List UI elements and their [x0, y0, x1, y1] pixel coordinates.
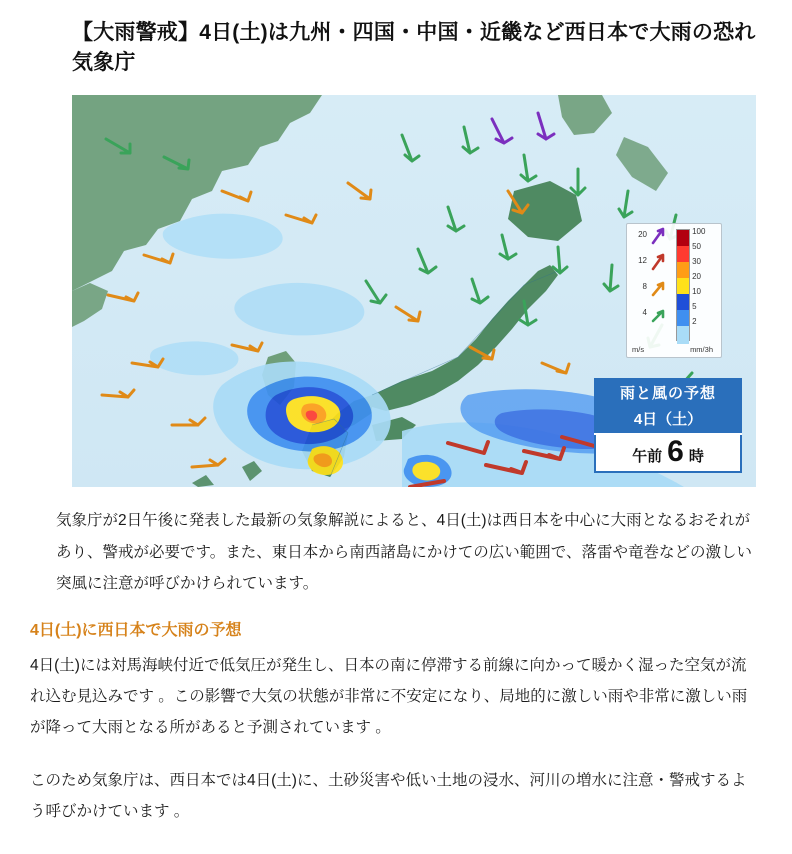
forecast-hour: 6	[667, 434, 684, 468]
rain-label-20: 20	[692, 271, 701, 281]
rain-unit-label: mm/3h	[690, 344, 713, 354]
forecast-ampm: 午前	[632, 447, 663, 465]
forecast-badge-date: 4日（土）	[594, 408, 742, 435]
forecast-badge-title: 雨と風の予想	[594, 378, 742, 408]
rain-label-2: 2	[692, 316, 697, 326]
wind-label-8: 8	[642, 281, 647, 291]
rain-color-bar	[676, 229, 690, 341]
page-title: 【大雨警戒】4日(土)は九州・四国・中国・近畿など西日本で大雨の恐れ 気象庁	[72, 21, 777, 75]
rain-scale-labels	[692, 227, 718, 341]
wind-scale-labels	[631, 229, 647, 337]
wind-label-4: 4	[642, 307, 647, 317]
wind-legend-arrows	[649, 227, 671, 339]
wind-unit-label: m/s	[632, 344, 645, 354]
rain-label-5: 5	[692, 301, 697, 311]
forecast-badge-time	[594, 435, 742, 473]
article-page	[0, 18, 792, 854]
forecast-hour-suffix: 時	[688, 447, 704, 465]
wind-label-12: 12	[638, 255, 647, 265]
lead-paragraph: 気象庁が2日午後に発表した最新の気象解説によると、4日(土)は西日本を中心に大雨となるおそれがあり、警戒が必要です。また、東日本から南西諸島にかけての広い範囲で、落雷や竜巻などの激しい突風に注意が呼びかけられています。	[56, 511, 752, 593]
body-paragraph-2: このため気象庁は、西日本では4日(土)に、土砂災害や低い土地の浸水、河川の増水に注意・警戒するよう呼びかけています 。	[30, 771, 747, 820]
rain-legend	[672, 227, 719, 355]
forecast-badge	[594, 378, 742, 473]
rain-label-30: 30	[692, 256, 701, 266]
wind-legend	[629, 227, 672, 355]
wind-label-20: 20	[638, 229, 647, 239]
weather-forecast-map	[72, 95, 756, 487]
body-paragraph-1: 4日(土)には対馬海峡付近で低気圧が発生し、日本の南に停滞する前線に向かって暖かく湿った空気が流れ込む見込みです 。この影響で大気の状態が非常に不安定になり、局地的に激しい雨や非常に激しい雨が降って大雨となる所があると予測されています 。	[30, 656, 748, 736]
rain-label-10: 10	[692, 286, 701, 296]
map-legend	[626, 223, 722, 358]
rain-label-100: 100	[692, 226, 706, 236]
section-subheading: 4日(土)に西日本で大雨の予想	[30, 622, 242, 640]
rain-label-50: 50	[692, 241, 701, 251]
